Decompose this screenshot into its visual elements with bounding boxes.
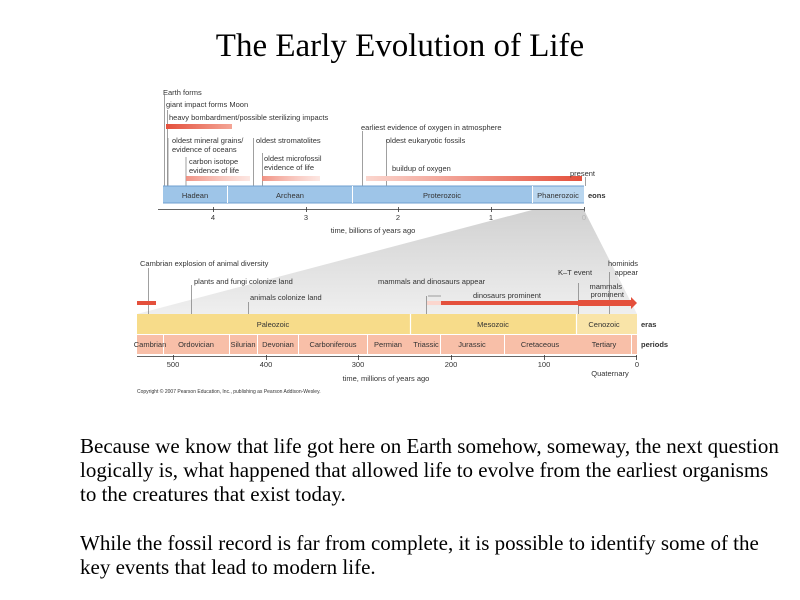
lower-tick: 400	[259, 360, 273, 369]
event-label: carbon isotope	[189, 157, 239, 166]
period-label: Carboniferous	[309, 340, 357, 349]
event-label: earliest evidence of oxygen in atmosphere	[361, 123, 502, 132]
lower-tick: 200	[444, 360, 458, 369]
period-label: Devonian	[262, 340, 294, 349]
event-label: mammals	[589, 282, 622, 291]
event-label: mammals and dinosaurs appear	[378, 277, 486, 286]
event-label: oldest mineral grains/	[172, 136, 244, 145]
upper-axis-label: time, billions of years ago	[330, 226, 416, 235]
period-label: Tertiary	[591, 340, 617, 349]
event-label: oldest microfossil	[264, 154, 322, 163]
event-label: evidence of oceans	[172, 145, 237, 154]
upper-tick: 4	[210, 213, 216, 222]
bombardment-bar	[166, 124, 232, 129]
event-label: K–T event	[558, 268, 593, 277]
periods-row-label: periods	[641, 340, 669, 349]
cambrian-explosion-bar	[137, 301, 156, 305]
event-label: buildup of oxygen	[392, 164, 451, 173]
eon-label: Phanerozoic	[537, 191, 579, 200]
lower-tick: 300	[351, 360, 365, 369]
upper-tick: 2	[395, 213, 401, 222]
event-label: dinosaurs prominent	[473, 291, 541, 300]
period-label: Jurassic	[458, 340, 486, 349]
event-label: plants and fungi colonize land	[194, 277, 293, 286]
lower-axis-label: time, millions of years ago	[342, 374, 430, 383]
period-label: Silurian	[230, 340, 256, 349]
event-label: evidence of life	[264, 163, 315, 172]
body-paragraph-1: Because we know that life got here on Earth somehow, someway, the next question logically is, what happened that allowed life to evolve from the earliest organisms to the creatures that exist today.	[80, 434, 779, 506]
period-label: Permian	[374, 340, 402, 349]
event-label: Earth forms	[163, 88, 202, 97]
upper-tick: 1	[488, 213, 494, 222]
oxygen-buildup-bar	[366, 176, 582, 181]
microfossil-bar	[262, 176, 320, 181]
event-label: oldest stromatolites	[256, 136, 321, 145]
lower-tick: 0	[634, 360, 640, 369]
period-label: Cambrian	[133, 340, 167, 349]
event-label: giant impact forms Moon	[166, 100, 249, 109]
era-label: Paleozoic	[256, 320, 290, 329]
copyright-notice: Copyright © 2007 Pearson Education, Inc., publishing as Pearson Addison-Wesley.	[137, 389, 321, 395]
event-label: animals colonize land	[250, 293, 322, 302]
dinosaurs-prominent-bar	[441, 301, 578, 305]
period-label: Cretaceous	[520, 340, 560, 349]
period-label: Triassic	[413, 340, 439, 349]
event-label: evidence of life	[189, 166, 240, 175]
event-label: heavy bombardment/possible sterilizing impacts	[169, 113, 329, 122]
dinosaur-origin-bar	[427, 301, 441, 305]
body-paragraph-2: While the fossil record is far from complete, it is possible to identify some of the key events that lead to modern life.	[80, 531, 759, 579]
event-label: hominids	[607, 259, 638, 268]
lower-tick: 100	[537, 360, 551, 369]
lower-tick: 500	[166, 360, 180, 369]
eon-label: Archean	[276, 191, 304, 200]
era-label: Cenozoic	[588, 320, 620, 329]
eon-label: Hadean	[181, 191, 209, 200]
eons-row-label: eons	[588, 191, 606, 200]
event-label: present	[570, 169, 596, 178]
eras-row-label: eras	[641, 320, 657, 329]
slide-title: The Early Evolution of Life	[215, 28, 585, 64]
event-label: prominent	[590, 290, 624, 299]
quaternary-label: Quaternary	[591, 369, 629, 378]
eon-label: Proterozoic	[423, 191, 461, 200]
upper-tick: 3	[303, 213, 309, 222]
period-label: Ordovician	[178, 340, 214, 349]
event-label: oldest eukaryotic fossils	[386, 136, 466, 145]
event-label: Cambrian explosion of animal diversity	[140, 259, 269, 268]
era-label: Mesozoic	[477, 320, 509, 329]
event-label: appear	[614, 268, 638, 277]
early-life-bar	[186, 176, 250, 181]
